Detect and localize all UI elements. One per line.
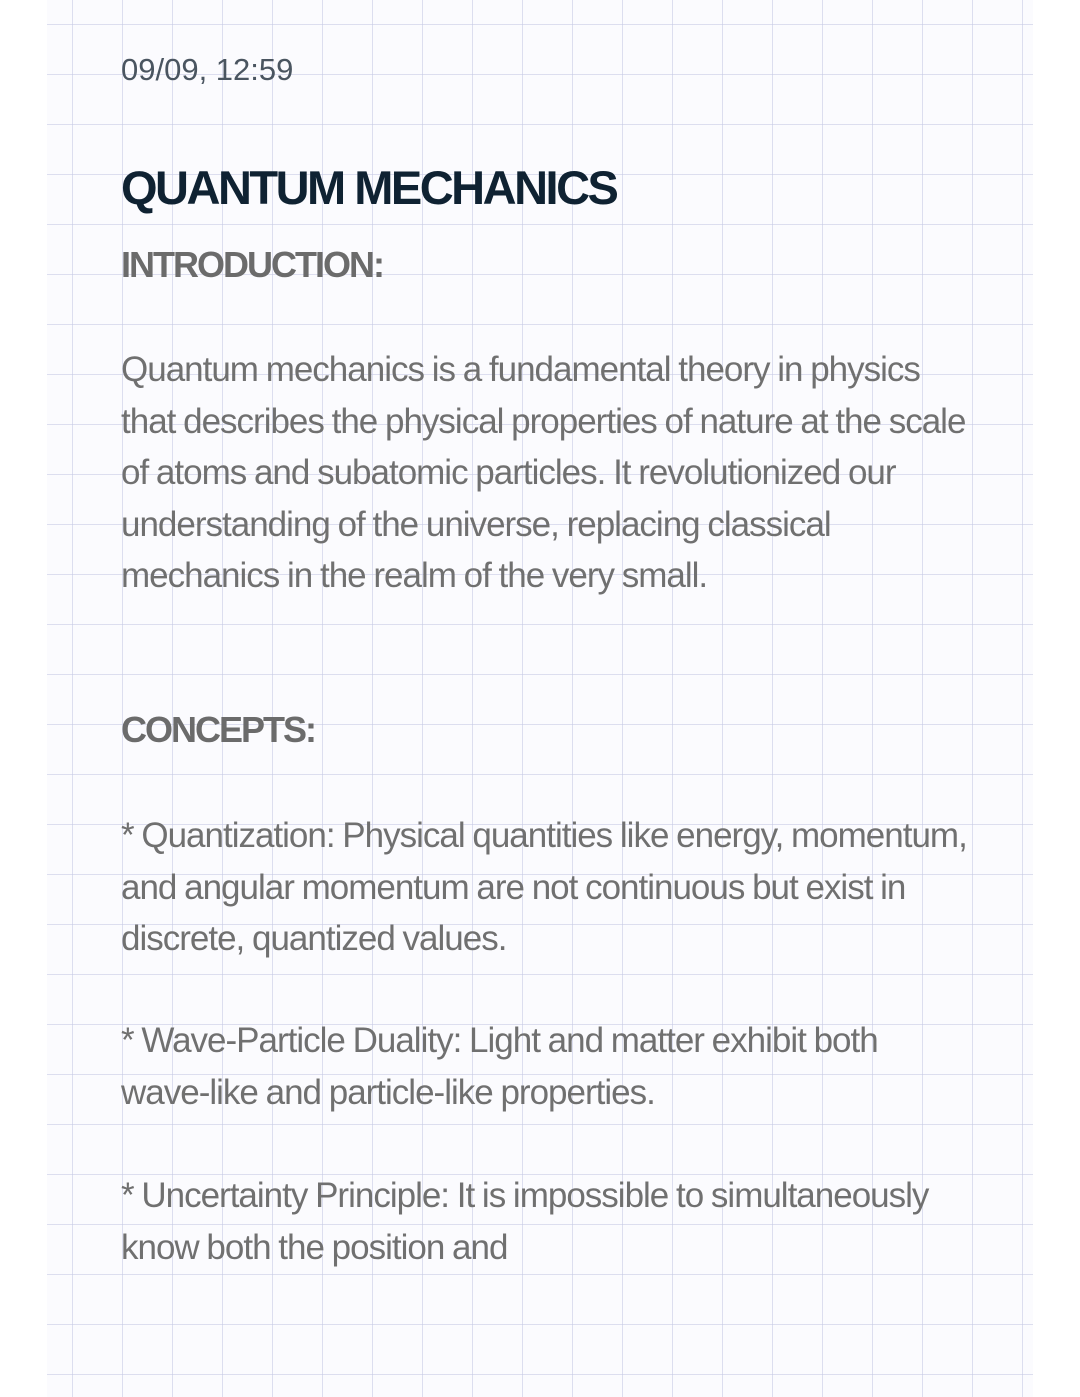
concept-item-uncertainty-principle[interactable]: * Uncertainty Principle: It is impossible to simultaneously know both the position and — [121, 1176, 929, 1267]
concept-item-quantization[interactable]: * Quantization: Physical quantities like energy, momentum, and angular momentum are not continuous but exist in discrete, quantized values. — [121, 816, 967, 959]
concept-item-wave-particle-duality[interactable]: * Wave-Particle Duality: Light and matter exhibit both wave-like and particle-like properties. — [121, 1021, 878, 1112]
introduction-heading[interactable]: INTRODUCTION: — [121, 244, 383, 285]
introduction-body[interactable]: Quantum mechanics is a fundamental theory in physics that describes the physical properties of nature at the scale of atoms and subatomic particles. It revolutionized our understanding of the universe, replacing classical mechanics in the realm of the very small. — [121, 350, 966, 596]
note-timestamp: 09/09, 12:59 — [121, 52, 294, 87]
note-title[interactable]: QUANTUM MECHANICS — [121, 161, 617, 214]
concepts-heading[interactable]: CONCEPTS: — [121, 709, 316, 750]
